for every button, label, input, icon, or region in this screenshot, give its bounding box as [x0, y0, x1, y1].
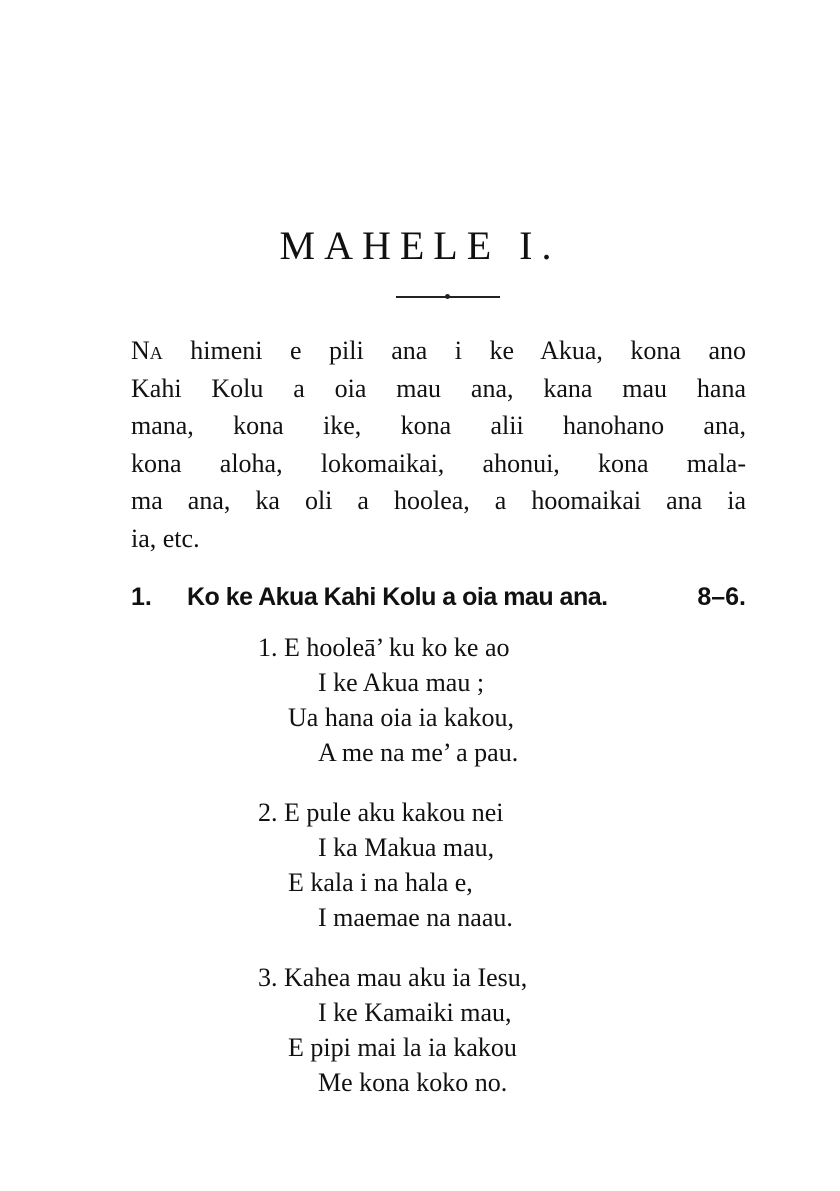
- stanza-line: I ke Akua mau ;: [318, 668, 485, 697]
- stanza-line: [258, 795, 638, 830]
- intro-line: ma ana, ka oli a hoolea, a hoomaikai ana ia: [131, 486, 746, 515]
- intro-lead-caps: Na: [131, 336, 163, 365]
- stanza-number: 2.: [258, 798, 278, 827]
- intro-line: kona aloha, lokomaikai, ahonui, kona mala-: [131, 448, 746, 478]
- stanza-line: [258, 960, 638, 995]
- stanza-line: I ka Makua mau,: [318, 833, 495, 862]
- hymn-meter: 8–6.: [697, 583, 746, 611]
- ornamental-rule: [396, 294, 500, 300]
- intro-line: Kahi Kolu a oia mau ana, kana mau hana: [131, 373, 746, 403]
- intro-line: mana, kona ike, kona alii hanohano ana,: [131, 411, 746, 440]
- stanza-line-text: E hooleā’ ku ko ke ao: [284, 633, 510, 662]
- stanza-number: 1.: [258, 633, 278, 662]
- intro-line: ia, etc.: [131, 523, 200, 553]
- hymn-heading: [131, 583, 746, 623]
- section-title: MAHELE I.: [279, 223, 561, 268]
- stanza-line: I maemae na naau.: [318, 903, 513, 932]
- stanza-line: Me kona koko no.: [318, 1068, 508, 1097]
- section-introduction: [131, 332, 746, 557]
- hymn-number: 1.: [131, 583, 152, 611]
- stanza-line: E pipi mai la ia kakou: [288, 1033, 517, 1062]
- intro-line-text: himeni e pili ana i ke Akua, kona ano: [162, 336, 746, 365]
- intro-line: [131, 332, 746, 370]
- stanza: [258, 795, 638, 935]
- stanza-line: I ke Kamaiki mau,: [318, 998, 512, 1027]
- stanza-line: [258, 630, 638, 665]
- stanza: [258, 630, 638, 770]
- rule-dot: [445, 294, 450, 299]
- stanza-line: E kala i na hala e,: [288, 868, 473, 897]
- stanza-line-text: Kahea mau aku ia Iesu,: [284, 963, 528, 992]
- stanza-number: 3.: [258, 963, 278, 992]
- stanza-line-text: E pule aku kakou nei: [284, 798, 504, 827]
- stanza: [258, 960, 638, 1100]
- hymn-title: Ko ke Akua Kahi Kolu a oia mau ana.: [187, 583, 608, 611]
- stanza-line: A me na me’ a pau.: [318, 738, 519, 767]
- stanza-line: Ua hana oia ia kakou,: [288, 703, 514, 732]
